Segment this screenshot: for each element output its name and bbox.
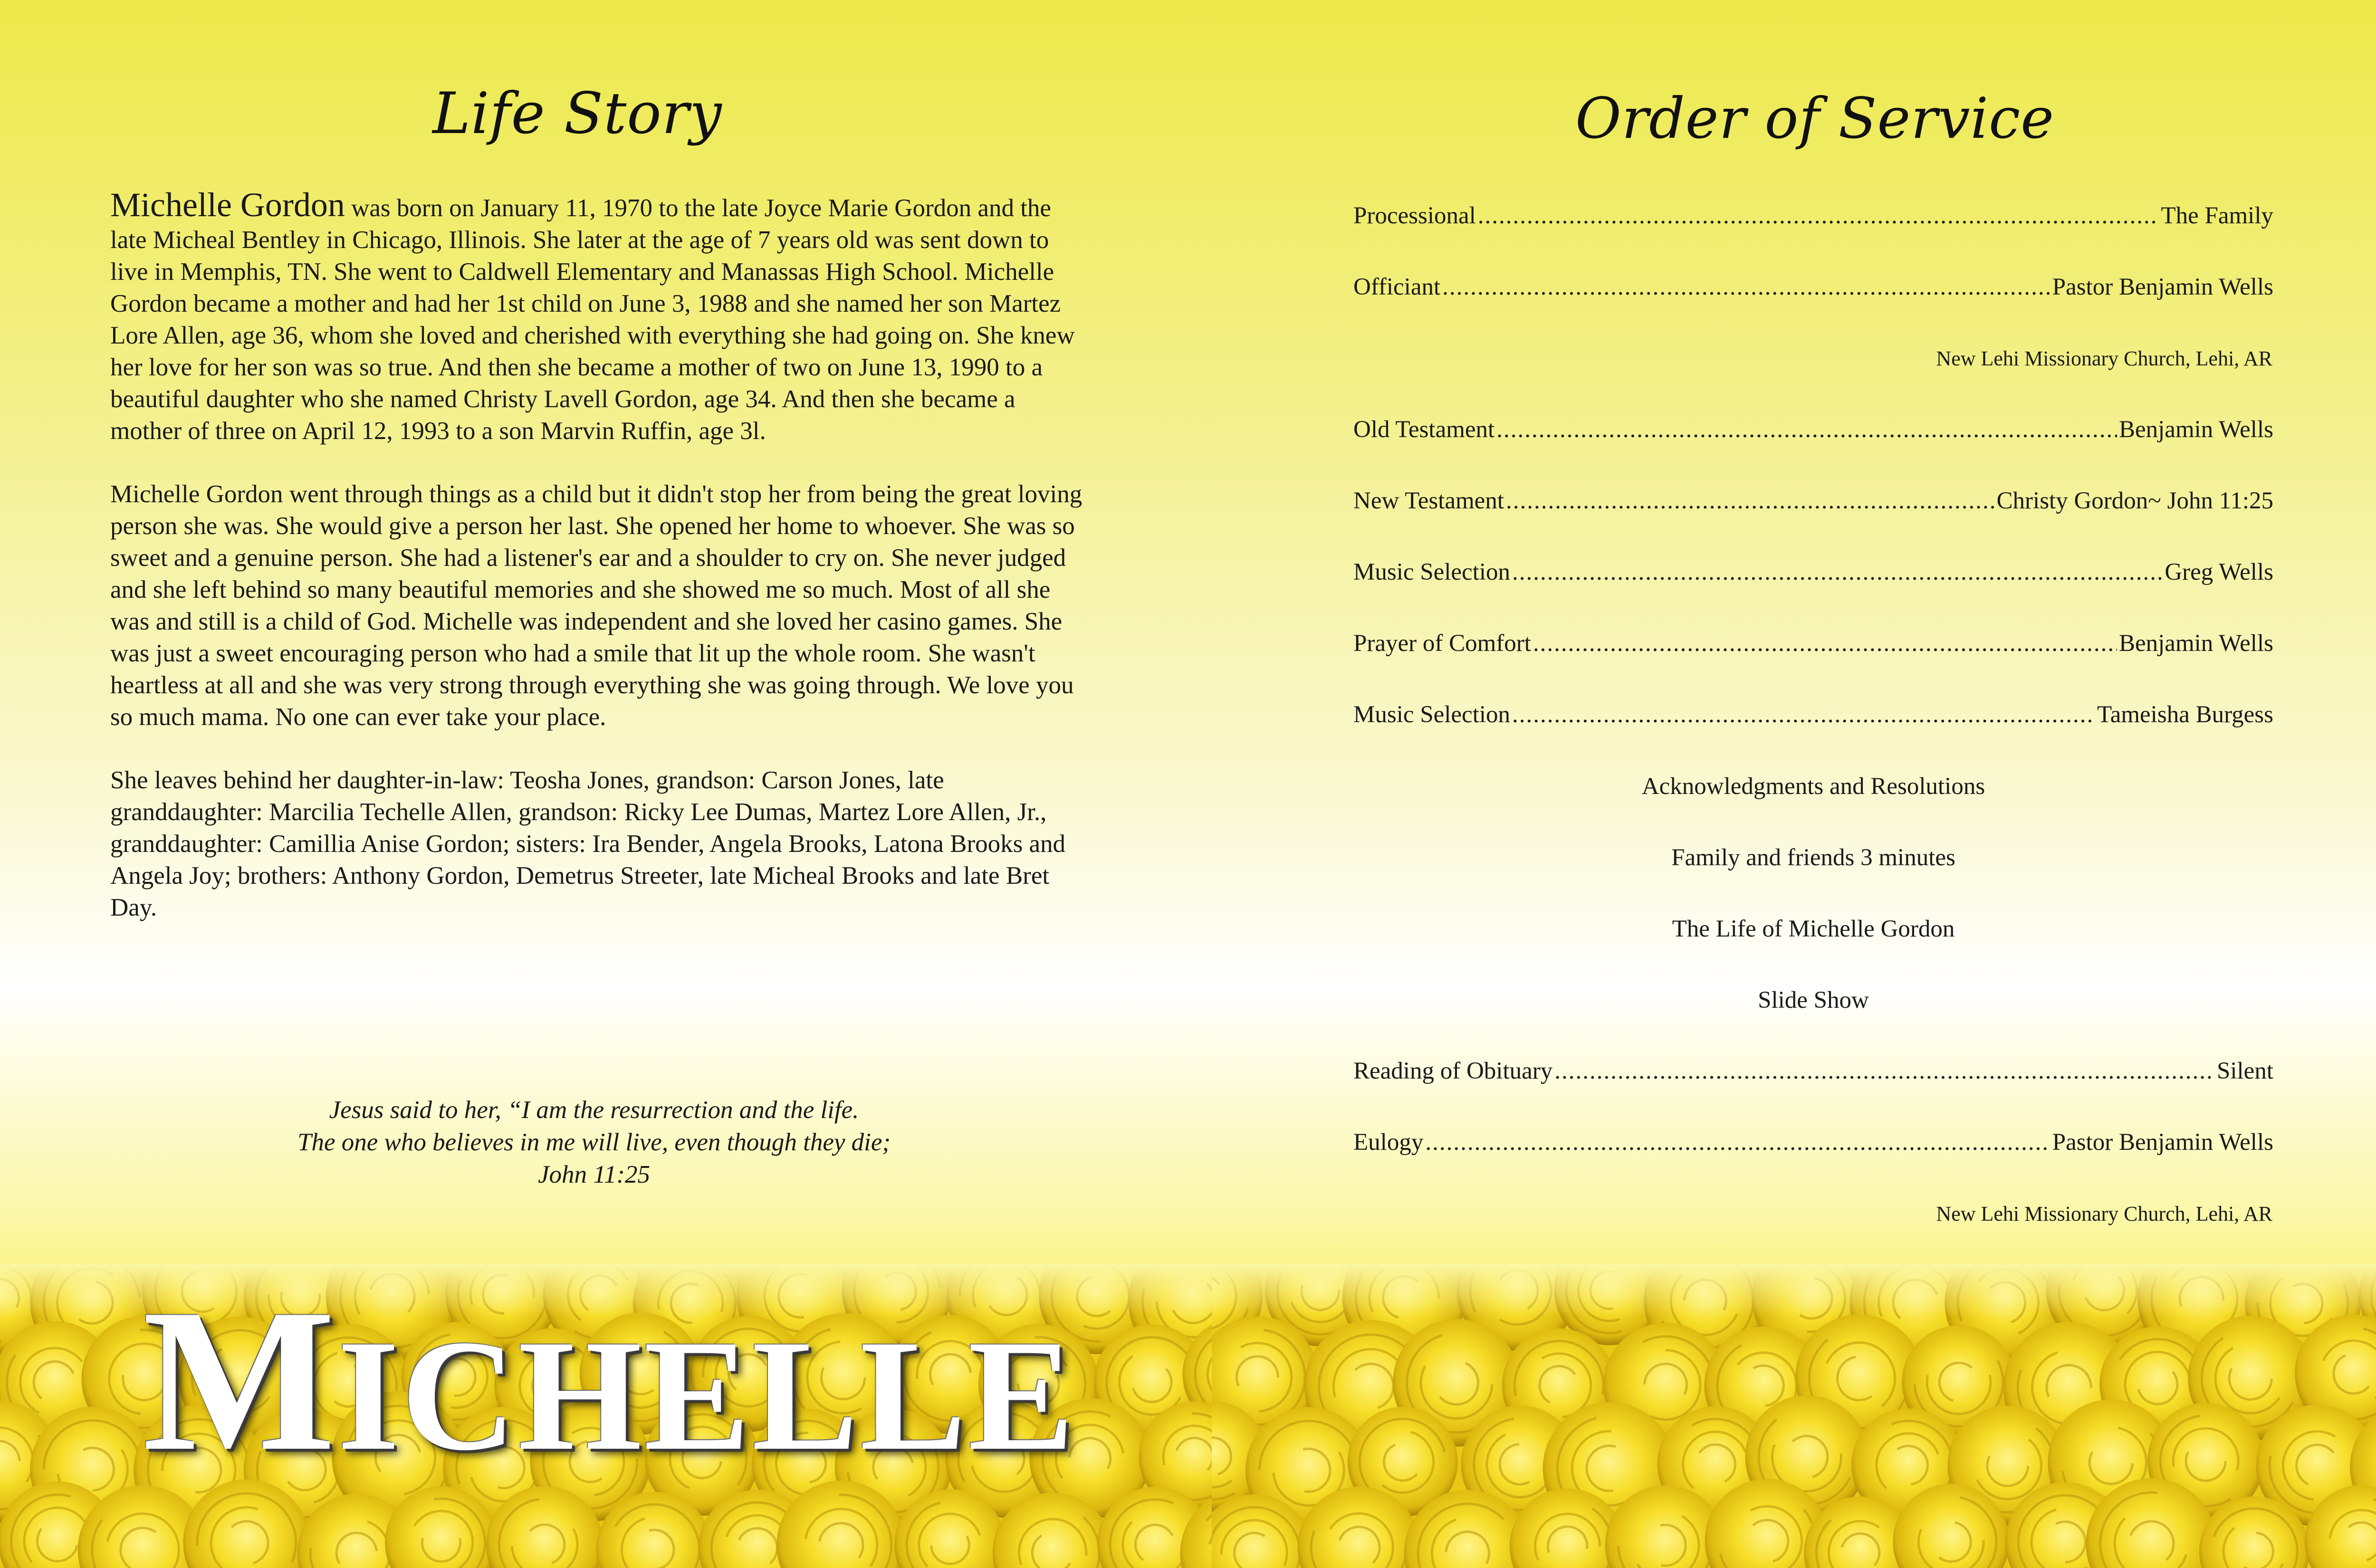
story-paragraph-1-text: was born on January 11, 1970 to the late Joyce Marie Gordon and the late Micheal Bentley in Chicago, Illinois. She later at the age of 7 years old was sent down to live in Memphis, TN. She went to Caldwell Elementary and Manassas High School. Michelle Gordon became a mother and had her 1st child on June 3, 1988 and she named her son Martez Lore Allen, age 36, whom she loved and cherished with everything she had going on. She knew her love for her son was so true. And then she became a mother of two on June 13, 1990 to a beautiful daughter who she named Christy Lavell Gordon, age 34. And then she became a mother of three on April 12, 1993 to a son Marvin Ruffin, age 3l. — [110, 194, 1075, 445]
service-item-centered: The Life of Michelle Gordon — [1672, 916, 1955, 942]
story-paragraph-1 — [110, 186, 1084, 447]
service-item-centered: Slide Show — [1758, 987, 1869, 1013]
service-item-participant: Pastor Benjamin Wells — [2052, 274, 2273, 300]
service-item-label: Prayer of Comfort — [1353, 630, 1531, 657]
order-of-service-title: Order of Service — [1575, 86, 2055, 151]
verse-line-2: The one who believes in me will live, even though they die; — [297, 1128, 891, 1156]
service-item-label: Reading of Obituary — [1353, 1058, 1553, 1084]
service-item — [1353, 630, 2273, 701]
dot-leader — [1533, 630, 2117, 657]
dot-leader — [1512, 558, 2163, 586]
deceased-name: Michelle Gordon — [110, 186, 345, 224]
service-item-participant: Christy Gordon~ John 11:25 — [1996, 488, 2273, 514]
service-item — [1353, 487, 2273, 558]
service-item-participant: Greg Wells — [2165, 559, 2273, 585]
dot-leader — [1425, 1128, 2050, 1156]
service-item — [1353, 1128, 2273, 1200]
service-item — [1353, 273, 2273, 344]
service-item-label: New Testament — [1353, 488, 1504, 514]
dot-leader — [1512, 701, 2095, 728]
yellow-roses-border — [1212, 1264, 2376, 1568]
service-item-church: New Lehi Missionary Church, Lehi, AR — [1936, 347, 2272, 370]
service-item-participant: Silent — [2216, 1058, 2273, 1084]
story-paragraph-2: Michelle Gordon went through things as a child but it didn't stop her from being the great loving person she was. She would give a person her last. She opened her home to whoever. She was so sweet and a genuine person. She had a listener's ear and a shoulder to cry on. She never judged and she left behind so many beautiful memories and she showed me so much. Most of all she was and still is a child of God. Michelle was independent and she loved her casino games. She was just a sweet encouraging person who had a smile that lit up the whole room. She wasn't heartless at all and she was very strong through everything she was going through. We love you so much mama. No one can ever take your place. — [110, 480, 1083, 731]
dot-leader — [1506, 487, 1995, 515]
service-item-label: Music Selection — [1353, 701, 1511, 728]
service-item-centered: Family and friends 3 minutes — [1671, 844, 1955, 871]
dot-leader — [1554, 1057, 2215, 1085]
dot-leader — [1442, 273, 2050, 301]
life-story-title: Life Story — [432, 81, 722, 147]
story-paragraph-3: She leaves behind her daughter-in-law: Teosha Jones, grandson: Carson Jones, late granddaughter: Marcilia Techelle Allen, grandson: Ricky Lee Dumas, Martez Lore Allen, Jr., granddaughter: Camillia Anise Gordon; sisters: Ira Bender, Angela Brooks, Latona Brooks and Angela Joy; brothers: Anthony Gordon, Demetrus Streeter, late Micheal Brooks and late Bret Day. — [110, 766, 1065, 921]
service-item-label: Officiant — [1353, 274, 1441, 300]
verse-line-1: Jesus said to her, “I am the resurrection and the life. — [329, 1096, 859, 1124]
right-page — [1212, 0, 2376, 1568]
cover-name-michelle — [143, 1267, 1076, 1498]
service-item — [1353, 416, 2273, 487]
service-item-label: Music Selection — [1353, 559, 1511, 585]
service-item-centered: Acknowledgments and Resolutions — [1641, 773, 1985, 800]
service-item-participant: The Family — [2161, 202, 2273, 229]
service-item-church: New Lehi Missionary Church, Lehi, AR — [1936, 1202, 2272, 1225]
service-item — [1353, 558, 2273, 630]
dot-leader — [1478, 202, 2159, 229]
service-item-label: Processional — [1353, 202, 1476, 229]
cover-name-initial: M — [143, 1267, 337, 1493]
service-item-participant: Benjamin Wells — [2118, 416, 2273, 443]
life-story-text — [110, 186, 1084, 955]
cover-name-rest: ICHELLE — [337, 1307, 1076, 1483]
service-item-participant: Tameisha Burgess — [2097, 701, 2273, 728]
service-item-participant: Benjamin Wells — [2118, 630, 2273, 657]
verse-reference: John 11:25 — [538, 1161, 650, 1188]
service-item-participant: Pastor Benjamin Wells — [2052, 1129, 2273, 1156]
dot-leader — [1496, 416, 2117, 443]
service-item — [1353, 202, 2273, 273]
service-item — [1353, 1057, 2273, 1128]
service-item-label: Eulogy — [1353, 1129, 1424, 1156]
service-item-label: Old Testament — [1353, 416, 1495, 443]
order-of-service-list — [1353, 202, 2273, 1342]
service-item — [1353, 701, 2273, 772]
scripture-verse — [0, 1094, 1188, 1191]
